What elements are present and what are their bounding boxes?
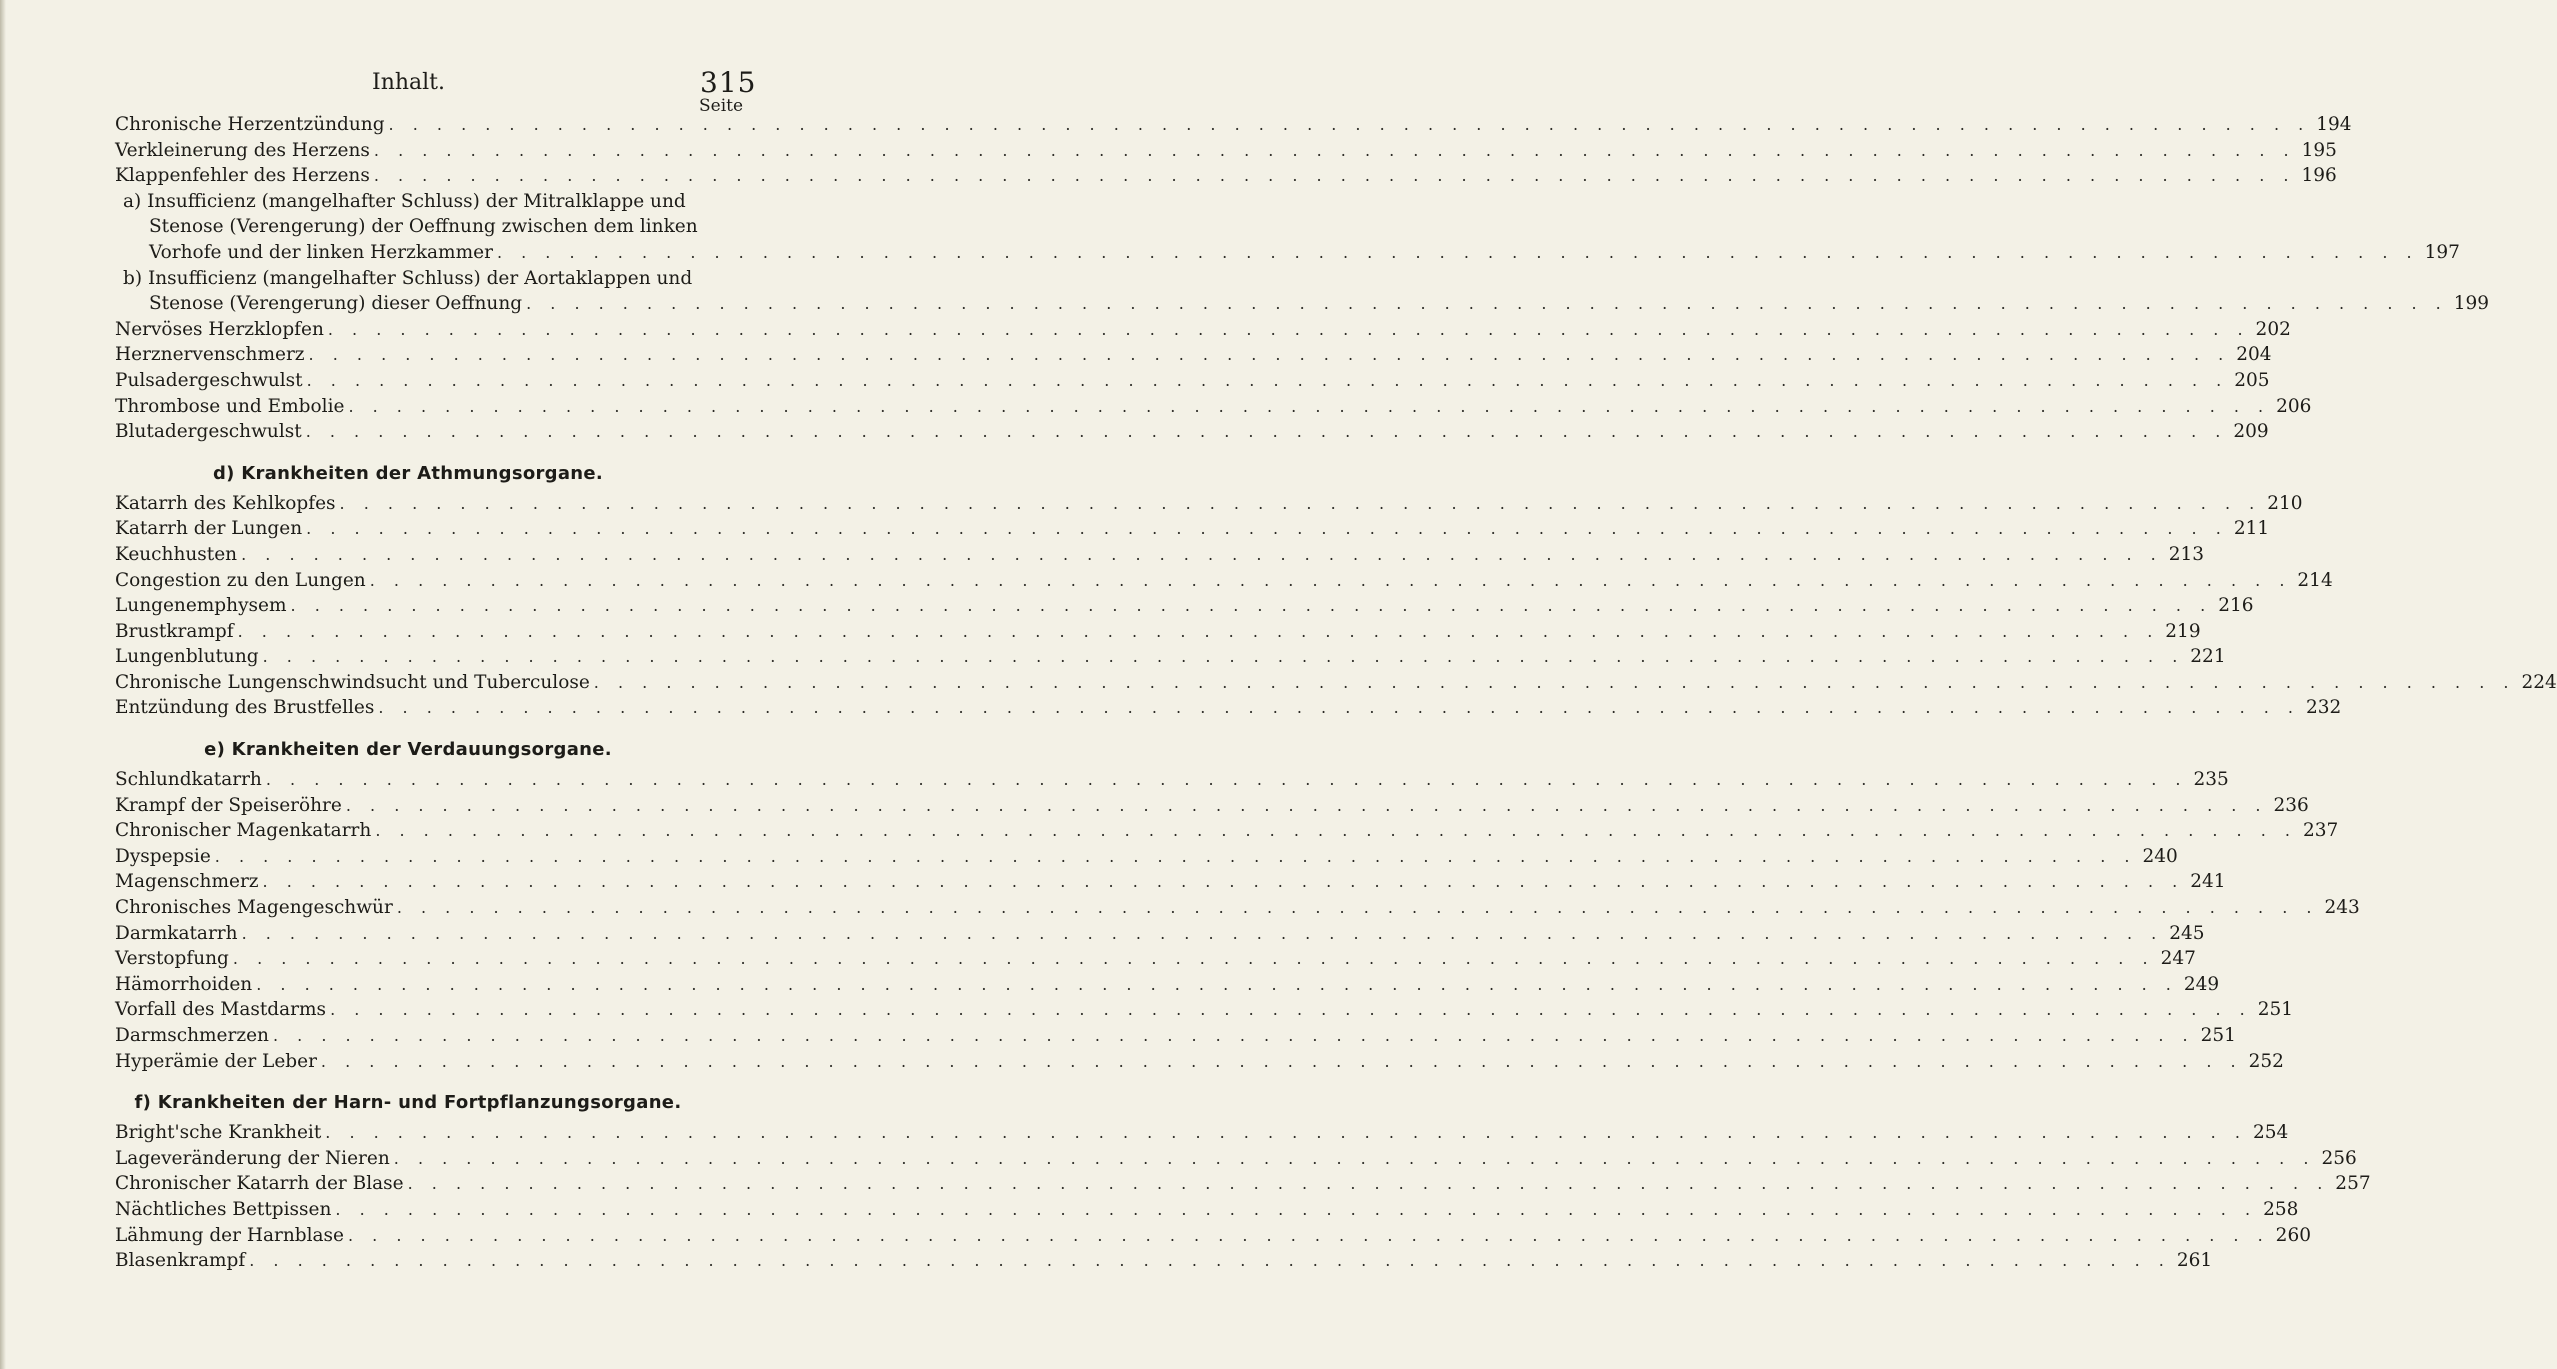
toc-entry-page: 216 [2218,595,2254,617]
toc-entry-label: Verkleinerung des Herzens [115,139,370,161]
toc-entry-label: Entzündung des Brustfelles [115,697,375,719]
toc-entry-page: 205 [2234,369,2270,391]
toc-entry-line: Stenose (Verengerung) der Oeffnung zwischen dem linken [149,216,698,238]
toc-leader-dots: . . . . . . . . . . . . . . . . . . . . . . . . . . . . . . . . . . . . . . . . . . . . . . . . . . . . . . . . . . . . . . . . . . . . . . . . . . . . . . . . [262,872,2185,892]
toc-entry-page: 247 [2160,948,2196,970]
toc-entry [115,1023,2236,1049]
toc-entry-page: 197 [2424,241,2460,263]
toc-entry-page: 194 [2316,114,2352,135]
toc-entry-label: Schlundkatarrh [115,769,262,791]
toc-entry-label: Congestion zu den Lungen [115,569,366,591]
page-column-label: Seite [699,96,744,116]
toc-section-heading: d) Krankheiten der Athmungsorgane. [212,462,604,484]
toc-leader-dots: . . . . . . . . . . . . . . . . . . . . . . . . . . . . . . . . . . . . . . . . . . . . . . . . . . . . . . . . . . . . . . . . . . . . . . . . . . . . . . . . [320,1051,2243,1071]
toc-entry [115,138,2337,164]
toc-entry [115,1223,2311,1249]
toc-entry [115,844,2178,870]
toc-entry [115,670,2557,696]
toc-entry-label: Darmkatarrh [115,922,238,944]
toc-entry-page: 243 [2324,897,2360,919]
toc-entry-label: Magenschmerz [115,871,259,893]
toc-entry-label: Hyperämie der Leber [115,1050,317,1072]
toc-leader-dots: . . . . . . . . . . . . . . . . . . . . . . . . . . . . . . . . . . . . . . . . . . . . . . . . . . . . . . . . . . . . . . . . . . . . . . . . . . . . . . . . [256,974,2178,994]
toc-entry [115,491,2303,517]
toc-entry-label: Chronischer Magenkatarrh [115,820,372,842]
toc-entry-page: 240 [2142,845,2178,867]
toc-leader-dots: . . . . . . . . . . . . . . . . . . . . . . . . . . . . . . . . . . . . . . . . . . . . . . . . . . . . . . . . . . . . . . . . . . . . . . . . . . . . . . . . [241,923,2164,943]
toc-entry-label: Nervöses Herzklopfen [115,318,324,340]
toc-entry-page: 232 [2306,697,2342,719]
toc-entry-label: Chronische Lungenschwindsucht und Tuberculose [115,671,590,693]
toc-entry-page: 196 [2301,165,2337,187]
toc-entry-page: 221 [2190,646,2226,668]
toc-entry-label: Hämorrhoiden [115,973,253,995]
toc-leader-dots: . . . . . . . . . . . . . . . . . . . . . . . . . . . . . . . . . . . . . . . . . . . . . . . . . . . . . . . . . . . . . . . . . . . . . . . . . . . . . . . . [290,596,2213,616]
toc-entry-label: Blutadergeschwulst [115,421,302,443]
toc-leader-dots: . . . . . . . . . . . . . . . . . . . . . . . . . . . . . . . . . . . . . . . . . . . . . . . . . . . . . . . . . . . . . . . . . . . . . . . . . . . . . . . . [335,1199,2258,1219]
toc-entry-page: 219 [2165,620,2201,642]
toc-leader-dots: . . . . . . . . . . . . . . . . . . . . . . . . . . . . . . . . . . . . . . . . . . . . . . . . . . . . . . . . . . . . . . . . . . . . . . . . . . . . . . . . [378,698,2301,718]
toc-entry [115,997,2294,1023]
toc-entry [115,516,2270,542]
toc-entry-label: Lungenemphysem [115,595,287,617]
toc-entry [115,568,2333,594]
toc-leader-dots: . . . . . . . . . . . . . . . . . . . . . . . . . . . . . . . . . . . . . . . . . . . . . . . . . . . . . . . . . . . . . . . . . . . . . . . . . . . . . . . . [496,242,2419,262]
toc-leader-dots: . . . . . . . . . . . . . . . . . . . . . . . . . . . . . . . . . . . . . . . . . . . . . . . . . . . . . . . . . . . . . . . . . . . . . . . . . . . . . . . . [526,294,2448,314]
toc-entry [115,767,2229,793]
toc-entry-page: 241 [2190,871,2226,893]
toc-leader-dots: . . . . . . . . . . . . . . . . . . . . . . . . . . . . . . . . . . . . . . . . . . . . . . . . . . . . . . . . . . . . . . . . . . . . . . . . . . . . . . . . [330,1000,2252,1020]
toc-leader-dots: . . . . . . . . . . . . . . . . . . . . . . . . . . . . . . . . . . . . . . . . . . . . . . . . . . . . . . . . . . . . . . . . . . . . . . . . . . . . . . . . [249,1251,2171,1271]
toc-leader-dots: . . . . . . . . . . . . . . . . . . . . . . . . . . . . . . . . . . . . . . . . . . . . . . . . . . . . . . . . . . . . . . . . . . . . . . . . . . . . . . . . [272,1026,2195,1045]
toc-entry [115,793,2309,819]
toc-entry-label: Darmschmerzen [115,1025,269,1046]
toc-entry-label: Pulsadergeschwulst [115,369,303,391]
toc-entry-label: Katarrh der Lungen [115,518,303,540]
toc-entry-page: 245 [2169,922,2205,944]
toc-entry [115,317,2291,343]
toc-leader-dots: . . . . . . . . . . . . . . . . . . . . . . . . . . . . . . . . . . . . . . . . . . . . . . . . . . . . . . . . . . . . . . . . . . . . . . . . . . . . . . . . [214,846,2137,866]
toc-entry-page: 249 [2183,973,2220,995]
toc-entry [115,869,2226,895]
toc-entry-label: Chronisches Magengeschwür [115,897,393,919]
toc-entry-label: Lähmung der Harnblase [115,1224,344,1246]
toc-entry-page: 251 [2200,1025,2236,1046]
toc-entry [115,695,2342,721]
toc-entry-label: Chronische Herzentzündung [115,114,385,135]
table-of-contents [115,112,2557,1274]
toc-entry-page: 209 [2233,421,2269,443]
toc-entry-label: Bright'sche Krankheit [115,1122,322,1144]
toc-entry-page: 199 [2453,293,2490,315]
toc-entry [115,818,2339,844]
toc-entry [115,240,2460,266]
toc-leader-dots: . . . . . . . . . . . . . . . . . . . . . . . . . . . . . . . . . . . . . . . . . . . . . . . . . . . . . . . . . . . . . . . . . . . . . . . . . . . . . . . . [407,1174,2330,1194]
toc-entry [115,921,2205,947]
toc-leader-dots: . . . . . . . . . . . . . . . . . . . . . . . . . . . . . . . . . . . . . . . . . . . . . . . . . . . . . . . . . . . . . . . . . . . . . . . . . . . . . . . . [345,795,2268,815]
toc-entry [115,644,2226,670]
toc-entry-label: Keuchhusten [115,543,238,565]
toc-entry [115,342,2272,368]
toc-entry-label: Herznervenschmerz [115,344,305,366]
toc-entry-label: Vorfall des Mastdarms [115,999,327,1021]
toc-entry-page: 195 [2301,139,2337,161]
toc-leader-dots: . . . . . . . . . . . . . . . . . . . . . . . . . . . . . . . . . . . . . . . . . . . . . . . . . . . . . . . . . . . . . . . . . . . . . . . . . . . . . . . . [396,898,2319,918]
toc-entry [115,593,2254,619]
toc-entry-page: 235 [2193,769,2229,791]
toc-leader-dots: . . . . . . . . . . . . . . . . . . . . . . . . . . . . . . . . . . . . . . . . . . . . . . . . . . . . . . . . . . . . . . . . . . . . . . . . . . . . . . . . [373,166,2296,186]
toc-leader-dots: . . . . . . . . . . . . . . . . . . . . . . . . . . . . . . . . . . . . . . . . . . . . . . . . . . . . . . . . . . . . . . . . . . . . . . . . . . . . . . . . [237,621,2160,641]
toc-entry [115,419,2269,445]
toc-entry-label: Lungenblutung [115,646,259,668]
toc-entry [115,1146,2357,1172]
toc-entry [115,1171,2371,1197]
toc-leader-dots: . . . . . . . . . . . . . . . . . . . . . . . . . . . . . . . . . . . . . . . . . . . . . . . . . . . . . . . . . . . . . . . . . . . . . . . . . . . . . . . . [325,1123,2247,1143]
toc-entry-page: 252 [2248,1050,2284,1072]
toc-leader-dots: . . . . . . . . . . . . . . . . . . . . . . . . . . . . . . . . . . . . . . . . . . . . . . . . . . . . . . . . . . . . . . . . . . . . . . . . . . . . . . . . [373,140,2296,160]
toc-entry [115,895,2360,921]
toc-entry [115,163,2337,189]
toc-entry-page: 258 [2263,1198,2299,1220]
toc-entry [115,619,2201,645]
toc-leader-dots: . . . . . . . . . . . . . . . . . . . . . . . . . . . . . . . . . . . . . . . . . . . . . . . . . . . . . . . . . . . . . . . . . . . . . . . . . . . . . . . . [265,770,2188,790]
toc-entry-page: 224 [2521,671,2557,693]
toc-entry-page: 214 [2297,569,2333,591]
toc-entry [115,542,2205,568]
toc-entry-label: Nächtliches Bettpissen [115,1198,332,1220]
toc-entry-label: Klappenfehler des Herzens [115,165,370,187]
toc-section-heading: f) Krankheiten der Harn- und Fortpflanzungsorgane. [134,1092,682,1114]
toc-entry-label: Lageveränderung der Nieren [115,1147,390,1169]
toc-leader-dots: . . . . . . . . . . . . . . . . . . . . . . . . . . . . . . . . . . . . . . . . . . . . . . . . . . . . . . . . . . . . . . . . . . . . . . . . . . . . . . . . [262,647,2185,667]
toc-entry-label: Thrombose und Embolie [115,395,345,417]
toc-leader-dots: . . . . . . . . . . . . . . . . . . . . . . . . . . . . . . . . . . . . . . . . . . . . . . . . . . . . . . . . . . . . . . . . . . . . . . . . . . . . . . . . [232,949,2155,969]
toc-entry [115,946,2196,972]
toc-entry-label: Krampf der Speiseröhre [115,794,342,816]
toc-entry-label: Vorhofe und der linken Herzkammer [149,241,493,263]
toc-leader-dots: . . . . . . . . . . . . . . . . . . . . . . . . . . . . . . . . . . . . . . . . . . . . . . . . . . . . . . . . . . . . . . . . . . . . . . . . . . . . . . . . [327,319,2250,339]
page-title: Inhalt. [372,70,446,95]
toc-entry-page: 211 [2233,518,2270,540]
toc-entry-page: 257 [2335,1173,2371,1195]
toc-entry-label: Katarrh des Kehlkopfes [115,492,336,514]
toc-entry-page: 260 [2275,1224,2311,1246]
toc-leader-dots: . . . . . . . . . . . . . . . . . . . . . . . . . . . . . . . . . . . . . . . . . . . . . . . . . . . . . . . . . . . . . . . . . . . . . . . . . . . . . . . . [339,493,2262,513]
toc-entry-page: 261 [2176,1250,2213,1272]
toc-entry [115,394,2312,420]
toc-entry-label: Dyspepsie [115,845,211,867]
toc-entry [115,1197,2299,1223]
toc-leader-dots: . . . . . . . . . . . . . . . . . . . . . . . . . . . . . . . . . . . . . . . . . . . . . . . . . . . . . . . . . . . . . . . . . . . . . . . . . . . . . . . . [308,345,2231,365]
toc-entry-page: 204 [2236,344,2272,366]
toc-entry-label: Blasenkrampf [115,1250,246,1272]
toc-leader-dots: . . . . . . . . . . . . . . . . . . . . . . . . . . . . . . . . . . . . . . . . . . . . . . . . . . . . . . . . . . . . . . . . . . . . . . . . . . . . . . . . [241,544,2163,564]
toc-entry-line: a) Insufficienz (mangelhafter Schluss) der Mitralklappe und [123,190,686,212]
toc-entry-page: 256 [2321,1147,2357,1169]
toc-leader-dots: . . . . . . . . . . . . . . . . . . . . . . . . . . . . . . . . . . . . . . . . . . . . . . . . . . . . . . . . . . . . . . . . . . . . . . . . . . . . . . . . [393,1148,2316,1168]
toc-leader-dots: . . . . . . . . . . . . . . . . . . . . . . . . . . . . . . . . . . . . . . . . . . . . . . . . . . . . . . . . . . . . . . . . . . . . . . . . . . . . . . . . [348,1225,2270,1245]
toc-entry [115,112,2352,138]
toc-entry-label: Verstopfung [115,948,229,970]
toc-entry-page: 237 [2302,820,2339,842]
toc-section-heading: e) Krankheiten der Verdauungsorgane. [204,739,612,761]
toc-entry-page: 202 [2255,318,2291,340]
toc-entry [115,1049,2284,1075]
page-header [0,66,800,106]
toc-entry [115,368,2270,394]
toc-entry-line: b) Insufficienz (mangelhafter Schluss) der Aortaklappen und [123,267,693,289]
toc-entry-label: Brustkrampf [115,620,234,642]
toc-entry-label: Stenose (Verengerung) dieser Oeffnung [149,293,523,315]
toc-entry-label: Chronischer Katarrh der Blase [115,1173,404,1195]
toc-entry-page: 206 [2276,395,2312,417]
toc-leader-dots: . . . . . . . . . . . . . . . . . . . . . . . . . . . . . . . . . . . . . . . . . . . . . . . . . . . . . . . . . . . . . . . . . . . . . . . . . . . . . . . . [369,570,2292,590]
toc-entry-page: 210 [2267,492,2303,514]
toc-entry [115,291,2490,317]
toc-entry [115,1248,2213,1274]
toc-entry [115,1120,2289,1146]
toc-leader-dots: . . . . . . . . . . . . . . . . . . . . . . . . . . . . . . . . . . . . . . . . . . . . . . . . . . . . . . . . . . . . . . . . . . . . . . . . . . . . . . . . [388,115,2311,134]
toc-leader-dots: . . . . . . . . . . . . . . . . . . . . . . . . . . . . . . . . . . . . . . . . . . . . . . . . . . . . . . . . . . . . . . . . . . . . . . . . . . . . . . . . [306,370,2229,390]
toc-entry [115,972,2220,998]
page-edge-shadow [0,0,6,1369]
toc-entry-page: 236 [2273,794,2309,816]
toc-leader-dots: . . . . . . . . . . . . . . . . . . . . . . . . . . . . . . . . . . . . . . . . . . . . . . . . . . . . . . . . . . . . . . . . . . . . . . . . . . . . . . . . [593,672,2516,692]
toc-leader-dots: . . . . . . . . . . . . . . . . . . . . . . . . . . . . . . . . . . . . . . . . . . . . . . . . . . . . . . . . . . . . . . . . . . . . . . . . . . . . . . . . [375,821,2297,841]
toc-entry-page: 213 [2168,543,2205,565]
toc-leader-dots: . . . . . . . . . . . . . . . . . . . . . . . . . . . . . . . . . . . . . . . . . . . . . . . . . . . . . . . . . . . . . . . . . . . . . . . . . . . . . . . . [348,396,2271,416]
toc-entry-page: 251 [2257,999,2294,1021]
toc-leader-dots: . . . . . . . . . . . . . . . . . . . . . . . . . . . . . . . . . . . . . . . . . . . . . . . . . . . . . . . . . . . . . . . . . . . . . . . . . . . . . . . . [306,519,2228,539]
page-number: 315 [700,66,757,99]
toc-leader-dots: . . . . . . . . . . . . . . . . . . . . . . . . . . . . . . . . . . . . . . . . . . . . . . . . . . . . . . . . . . . . . . . . . . . . . . . . . . . . . . . . [305,422,2228,442]
toc-entry-page: 254 [2252,1122,2289,1144]
